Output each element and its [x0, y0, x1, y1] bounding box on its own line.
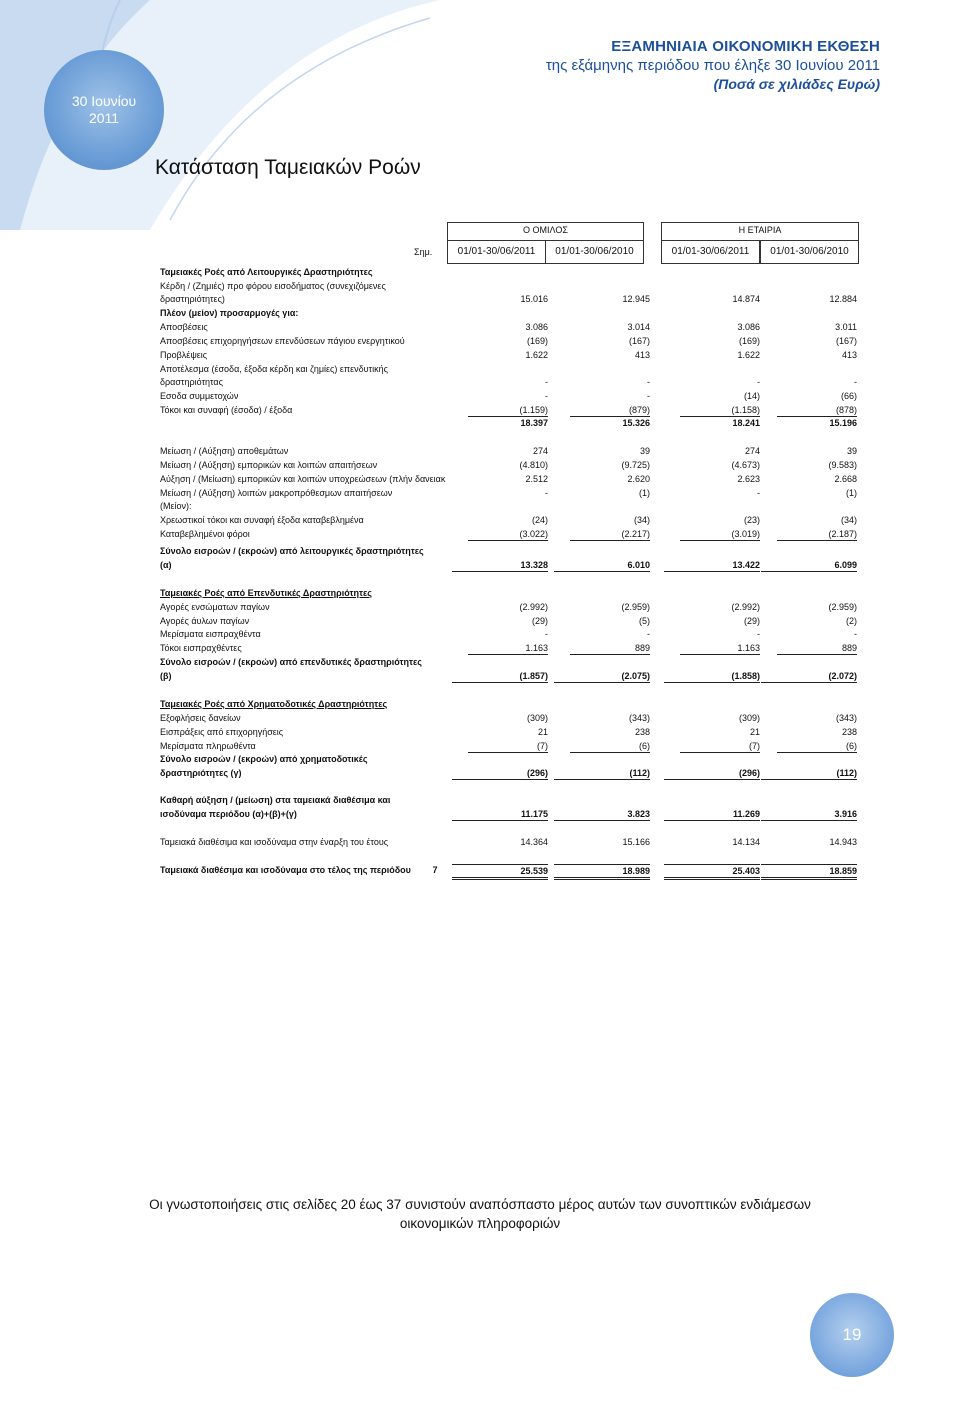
row-label: δραστηριότητες (γ) — [160, 768, 242, 778]
row-value: (2.072) — [757, 670, 857, 683]
row-value: (2.217) — [550, 528, 650, 541]
row-label: Ταμειακές Ροές από Λειτουργικές Δραστηριότητες — [160, 267, 373, 277]
row-value: (2.187) — [757, 528, 857, 541]
row-label: Εξοφλήσεις δανείων — [160, 713, 241, 723]
row-value: 274 — [532, 446, 548, 456]
row-value: 39 — [846, 446, 857, 456]
row-value: 3.014 — [627, 322, 650, 332]
row-value: (309) — [738, 713, 760, 723]
row-value: 12.945 — [622, 294, 650, 304]
row-label: δραστηριότητες) — [160, 294, 225, 304]
row-value: - — [854, 629, 857, 639]
row-value: (3.022) — [448, 528, 548, 541]
row-value: 2.620 — [627, 474, 650, 484]
row-label: Χρεωστικοί τόκοι και συναφή έξοδα καταβεβλημένα — [160, 515, 364, 525]
row-value: 13.422 — [660, 559, 760, 572]
row-label: ισοδύναμα περιόδου (α)+(β)+(γ) — [160, 809, 297, 819]
row-value: 889 — [757, 642, 857, 655]
row-label: (Μείον): — [160, 501, 192, 511]
row-value: (167) — [835, 336, 857, 346]
row-label: Αγορές ενσώματων παγίων — [160, 602, 270, 612]
row-label: Καταβεβλημένοι φόροι — [160, 529, 250, 539]
row-label: Μείωση / (Αύξηση) λοιπών μακροπρόθεσμων απαιτήσεων — [160, 488, 393, 498]
row-value: (1.158) — [660, 404, 760, 417]
row-value: (9.725) — [621, 460, 650, 470]
row-value: 1.163 — [660, 642, 760, 655]
row-value: (6) — [757, 740, 857, 753]
row-value: - — [647, 391, 650, 401]
row-value: 238 — [634, 727, 650, 737]
row-value: (343) — [628, 713, 650, 723]
row-value: - — [647, 629, 650, 639]
row-value: (7) — [448, 740, 548, 753]
row-label: Σύνολο εισροών / (εκροών) από επενδυτικές δραστηριότητες — [160, 657, 422, 667]
row-label: Πλέον (μείον) προσαρμογές για: — [160, 308, 299, 318]
row-value: 889 — [550, 642, 650, 655]
row-value: 2.623 — [737, 474, 760, 484]
row-value: (296) — [448, 767, 548, 780]
row-value: 11.175 — [448, 808, 548, 821]
row-value: 2.668 — [834, 474, 857, 484]
row-value: 3.011 — [835, 322, 857, 332]
row-label: Αύξηση / (Μείωση) εμπορικών και λοιπών υποχρεώσεων (πλήν δανειακ — [160, 474, 446, 484]
row-label: Καθαρή αύξηση / (μείωση) στα ταμειακά διαθέσιμα και — [160, 795, 391, 805]
row-value: - — [545, 488, 548, 498]
badge-line2: 2011 — [88, 110, 120, 126]
row-label: (α) — [160, 560, 172, 570]
date-badge — [44, 50, 164, 170]
row-value: (169) — [526, 336, 548, 346]
row-value: (34) — [633, 515, 650, 525]
row-value: 14.874 — [732, 294, 760, 304]
row-value: 25.403 — [660, 864, 760, 880]
row-label: Ταμειακά διαθέσιμα και ισοδύναμα στο τέλος της περιόδου — [160, 865, 411, 875]
row-value: 18.989 — [550, 864, 650, 880]
row-value: (2.075) — [550, 670, 650, 683]
note-column-header: Σημ. — [414, 247, 433, 257]
row-value: - — [854, 377, 857, 387]
row-label: Ταμειακά διαθέσιμα και ισοδύναμα στην έναρξη του έτους — [160, 837, 389, 847]
row-label: Αποσβέσεις — [160, 322, 208, 332]
row-value: (169) — [738, 336, 760, 346]
page-title: Κατάσταση Ταμειακών Ροών — [155, 156, 421, 179]
row-label: Μείωση / (Αύξηση) αποθεμάτων — [160, 446, 289, 456]
row-value: (34) — [840, 515, 857, 525]
row-value: 25.539 — [448, 864, 548, 880]
row-value: 2.512 — [525, 474, 548, 484]
row-value: 21 — [749, 727, 760, 737]
row-value: (29) — [743, 616, 760, 626]
row-value: 413 — [841, 350, 857, 360]
row-label: Τόκοι και συναφή (έσοδα) / έξοδα — [160, 405, 293, 415]
row-label: δραστηριότητας — [160, 377, 223, 387]
row-value: - — [545, 391, 548, 401]
column-header: 01/01-30/06/2010 — [545, 240, 644, 264]
row-value: 14.943 — [829, 837, 857, 847]
row-value: (66) — [840, 391, 857, 401]
row-value: 3.086 — [525, 322, 548, 332]
row-value: 18.859 — [757, 864, 857, 880]
row-value: (14) — [743, 391, 760, 401]
row-value: 13.328 — [448, 559, 548, 572]
row-value: 238 — [841, 727, 857, 737]
footer-note — [100, 1195, 860, 1233]
row-value: 274 — [744, 446, 760, 456]
row-value: 15.166 — [622, 837, 650, 847]
badge-line1: 30 Ιουνίου — [71, 93, 137, 109]
row-label: Κέρδη / (Ζημιές) προ φόρου εισοδήματος (συνεχιζόμενες — [160, 281, 386, 291]
row-value: - — [757, 488, 760, 498]
row-value: 39 — [639, 446, 650, 456]
row-label: Μείωση / (Αύξηση) εμπορικών και λοιπών απαιτήσεων — [160, 460, 378, 470]
column-header: 01/01-30/06/2011 — [447, 240, 546, 264]
row-value: - — [757, 377, 760, 387]
row-value: 18.397 — [520, 418, 548, 428]
row-value: 6.099 — [757, 559, 857, 572]
row-value: (9.583) — [828, 460, 857, 470]
row-label: (β) — [160, 671, 172, 681]
row-value: 413 — [634, 350, 650, 360]
row-value: - — [757, 629, 760, 639]
row-label: Μερίσματα πληρωθέντα — [160, 741, 256, 751]
row-value: (2) — [846, 616, 857, 626]
row-value: 3.916 — [757, 808, 857, 821]
row-value: (2.959) — [621, 602, 650, 612]
report-title: ΕΞΑΜΗΝΙΑΙΑ ΟΙΚΟΝΟΜΙΚΗ ΕΚΘΕΣΗ — [611, 38, 880, 55]
row-value: 1.622 — [737, 350, 760, 360]
row-value: 3.086 — [737, 322, 760, 332]
row-value: (296) — [660, 767, 760, 780]
row-value: (2.959) — [828, 602, 857, 612]
group-header-omilos: Ο ΟΜΙΛΟΣ — [447, 222, 644, 240]
row-value: (878) — [757, 404, 857, 417]
row-value: - — [545, 377, 548, 387]
row-value: (6) — [550, 740, 650, 753]
row-value: (2.992) — [731, 602, 760, 612]
row-value: 14.134 — [732, 837, 760, 847]
row-value: (29) — [531, 616, 548, 626]
row-value: 21 — [537, 727, 548, 737]
row-label: Προβλέψεις — [160, 350, 208, 360]
footer-line1: Οι γνωστοποιήσεις στις σελίδες 20 έως 37 συνιστούν αναπόσπαστο μέρος αυτών των συνοπτικών ενδιάμεσων — [149, 1197, 811, 1212]
row-value: 15.326 — [622, 418, 650, 428]
row-value: (4.673) — [731, 460, 760, 470]
row-value: - — [545, 629, 548, 639]
row-value: (167) — [628, 336, 650, 346]
row-value: (7) — [660, 740, 760, 753]
row-value: 1.163 — [448, 642, 548, 655]
row-value: (1) — [639, 488, 650, 498]
group-header-etairia: Η ΕΤΑΙΡΙΑ — [661, 222, 859, 240]
row-value: 18.241 — [732, 418, 760, 428]
row-value: (112) — [550, 767, 650, 780]
row-label: Αποσβέσεις επιχορηγήσεων επενδύσεων πάγιου ενεργητικού — [160, 336, 405, 346]
row-value: (112) — [757, 767, 857, 780]
row-value: (23) — [743, 515, 760, 525]
column-header: 01/01-30/06/2011 — [661, 240, 760, 264]
row-label: Ταμειακές Ροές από Επενδυτικές Δραστηριότητες — [160, 588, 372, 598]
row-value: 6.010 — [550, 559, 650, 572]
row-value: 15.016 — [520, 294, 548, 304]
row-value: (5) — [639, 616, 650, 626]
row-label: Τόκοι εισπραχθέντες — [160, 643, 242, 653]
row-value: (1.159) — [448, 404, 548, 417]
row-value: (1.857) — [448, 670, 548, 683]
row-value: 1.622 — [525, 350, 548, 360]
row-value: 12.884 — [829, 294, 857, 304]
row-label: Εισπράξεις από επιχορηγήσεις — [160, 727, 284, 737]
column-header: 01/01-30/06/2010 — [760, 240, 859, 264]
report-currency: (Ποσά σε χιλιάδες Ευρώ) — [713, 76, 880, 92]
row-value: (1.858) — [660, 670, 760, 683]
footer-line2: οικονομικών πληροφοριών — [399, 1216, 561, 1231]
row-value: (343) — [835, 713, 857, 723]
row-value: 11.269 — [660, 808, 760, 821]
row-value: 3.823 — [550, 808, 650, 821]
row-value: 14.364 — [520, 837, 548, 847]
row-value: (879) — [550, 404, 650, 417]
row-label: Μερίσματα εισπραχθέντα — [160, 629, 261, 639]
row-value: (309) — [526, 713, 548, 723]
row-label: Ταμειακές Ροές από Χρηματοδοτικές Δραστηριότητες — [160, 699, 388, 709]
row-label: Αγορές άυλων παγίων — [160, 616, 250, 626]
row-value: (4.810) — [519, 460, 548, 470]
row-label: Εσοδα συμμετοχών — [160, 391, 239, 401]
row-value: 15.196 — [829, 418, 857, 428]
row-value: (24) — [531, 515, 548, 525]
page-number: 19 — [810, 1293, 894, 1377]
row-value: - — [647, 377, 650, 387]
report-period: της εξάμηνης περιόδου που έληξε 30 Ιουνίου 2011 — [545, 57, 880, 74]
row-value: (2.992) — [519, 602, 548, 612]
row-label: Σύνολο εισροών / (εκροών) από χρηματοδοτικές — [160, 754, 368, 764]
row-value: (3.019) — [660, 528, 760, 541]
row-label: Αποτέλεσμα (έσοδα, έξοδα κέρδη και ζημίες) επενδυτικής — [160, 364, 388, 374]
row-label: Σύνολο εισροών / (εκροών) από λειτουργικές δραστηριότητες — [160, 546, 424, 556]
row-value: (1) — [846, 488, 857, 498]
row-note: 7 — [432, 865, 438, 875]
